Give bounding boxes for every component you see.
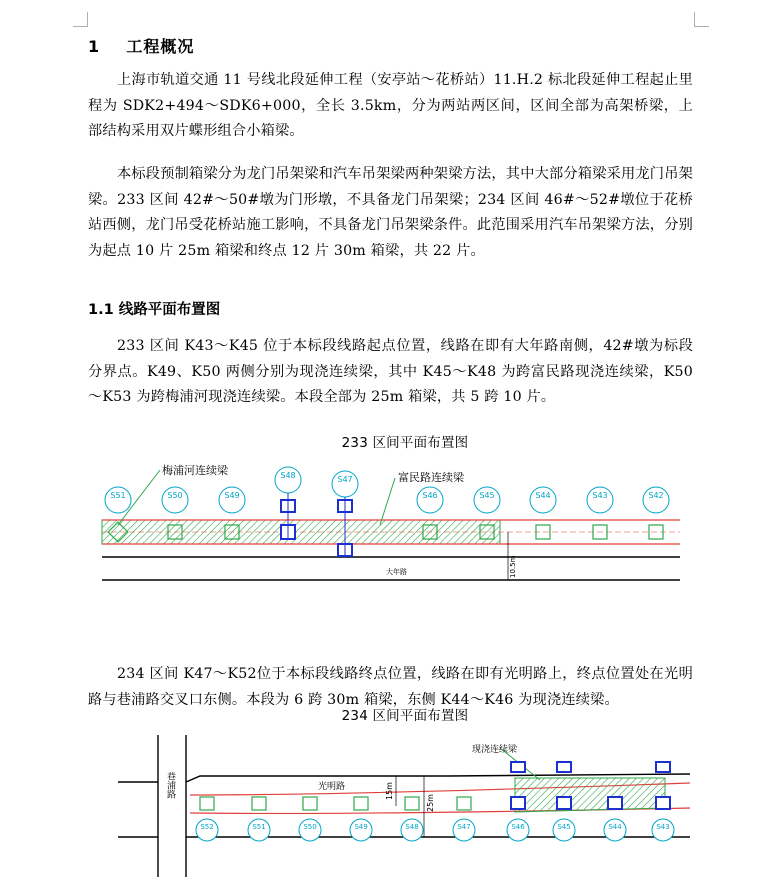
pier-circle [507,819,529,841]
pier-footing [405,797,419,810]
svg-text:S46: S46 [422,491,438,500]
svg-text:S47: S47 [457,823,471,831]
paragraph-233: 233 区间 K43～K45 位于本标段线路起点位置，线路在即有大年路南侧，42#墩为标段分界点。K49、K50 两侧分别为现浇连续梁，其中 K45～K48 为跨富民路现浇连续梁，K50～K53 为跨梅浦河现浇连续梁。本段全部为 25m 箱梁，共 5 跨 10 片。 [88,338,693,405]
label-xianjiao-continuous: 现浇连续梁 [472,745,518,755]
pier-circle [553,819,575,841]
paragraph-overview: 上海市轨道交通 11 号线北段延伸工程（安亭站～花桥站）11.H.2 标北段延伸工程起止里程为 SDK2+494～SDK6+000，全长 3.5km，分为两站两区间，区间全部为高架桥梁，上部结构采用双片蝶形组合小箱梁。 [88,72,693,139]
pier-circle [453,819,475,841]
pier-footing [200,797,214,810]
section-number: 1 [88,37,101,56]
road-label-danian: 大年路 [386,568,407,576]
svg-text:S51: S51 [252,823,266,831]
svg-text:S49: S49 [224,491,240,500]
dim-label-15m: 15m [385,782,394,800]
svg-text:S45: S45 [479,491,495,500]
pier-circle [401,819,423,841]
dim-label-10-5m: 10.5m [509,555,517,578]
svg-text:S50: S50 [167,491,183,500]
svg-text:S43: S43 [656,823,670,831]
road-label-guangming: 光明路 [318,782,346,792]
dim-label-25m: 25m [426,794,435,812]
continuous-beam-hatch-234 [515,778,665,812]
portal-pier-north [557,762,571,772]
svg-text:S47: S47 [337,475,353,484]
portal-pier [557,797,571,809]
figure-caption-233: 233 区间平面布置图 [341,435,469,451]
pier-circle [248,819,270,841]
pier-circle [652,819,674,841]
portal-pier [656,797,670,809]
svg-text:S49: S49 [354,823,368,831]
label-fumin-continuous: 富民路连续梁 [398,471,464,484]
pier-footing [457,797,471,810]
svg-text:S45: S45 [557,823,571,831]
svg-text:S42: S42 [648,491,664,500]
portal-pier [511,797,525,809]
svg-text:S46: S46 [511,823,525,831]
svg-text:S50: S50 [303,823,317,831]
svg-text:S48: S48 [280,471,296,480]
pier-circle [604,819,626,841]
pier-circle [350,819,372,841]
portal-pier-north [511,762,525,772]
pier-footing [303,797,317,810]
svg-text:S52: S52 [200,823,214,831]
svg-text:S44: S44 [535,491,551,500]
section-title: 工程概况 [126,37,195,56]
svg-text:S51: S51 [110,491,126,500]
svg-text:S43: S43 [592,491,608,500]
svg-text:S44: S44 [608,823,622,831]
subsection-heading: 1.1 线路平面布置图 [88,302,221,318]
paragraph-methods: 本标段预制箱梁分为龙门吊架梁和汽车吊架梁两种架梁方法，其中大部分箱梁采用龙门吊架梁。233 区间 42#～50#墩为门形墩，不具备龙门吊架梁；234 区间 46#～52#墩位于花桥站西侧，龙门吊受花桥站施工影响，不具备龙门吊架梁条件。此范围采用汽车吊架梁方法，分别为起点 10 片 25m 箱梁和终点 12 片 30m 箱梁，共 22 片。 [88,166,693,259]
portal-pier-north [656,762,670,772]
portal-pier [608,797,622,809]
pier-footing [354,797,368,810]
pier-footing [252,797,266,810]
pier-circle [196,819,218,841]
pier-circle [299,819,321,841]
road-label-xiangpu: 巷浦路 [165,771,175,799]
figure-caption-234: 234 区间平面布置图 [341,708,469,724]
svg-text:S48: S48 [405,823,419,831]
paragraph-234: 234 区间 K47～K52位于本标段线路终点位置，线路在即有光明路上，终点位置处在光明路与巷浦路交叉口东侧。本段为 6 跨 30m 箱梁，东侧 K44～K46 为现浇连续梁。 [88,666,693,708]
label-meipu-continuous: 梅浦河连续梁 [162,464,228,477]
